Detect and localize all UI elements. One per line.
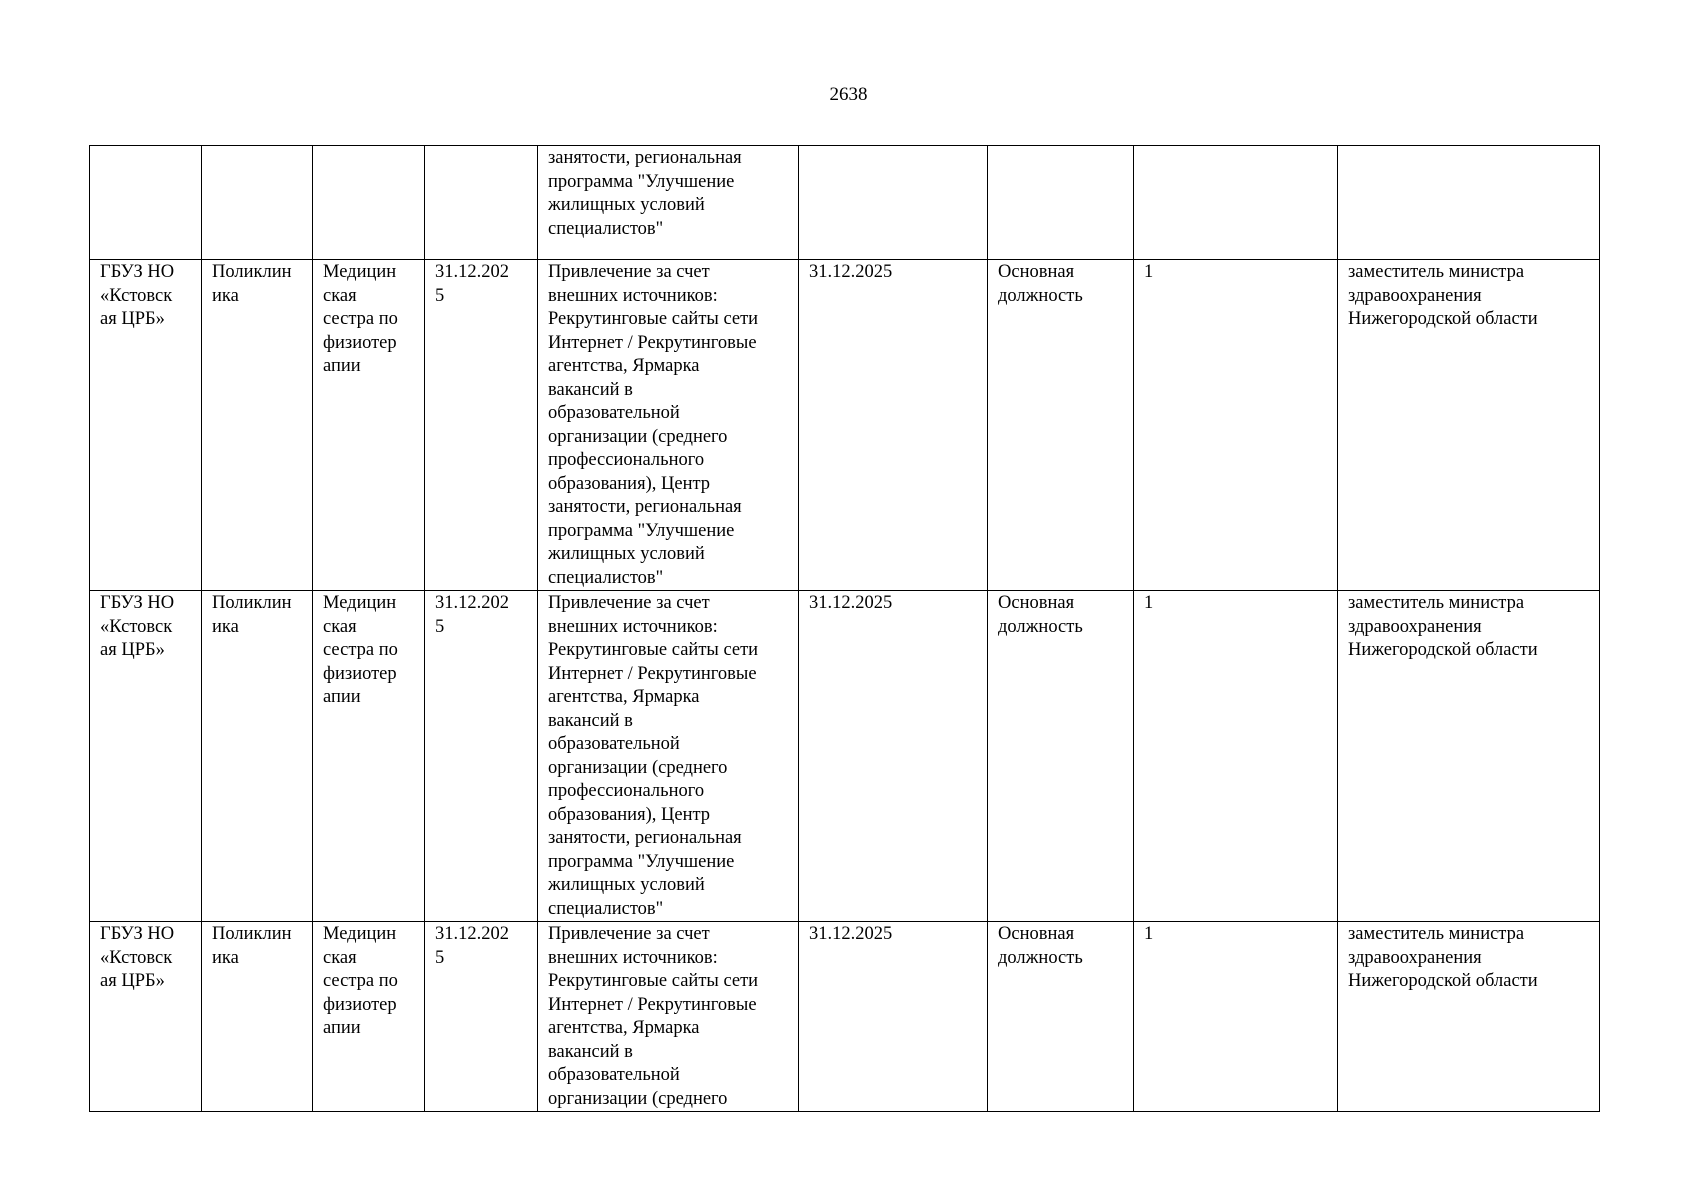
cell-position: Медицин ская сестра по физиотер апии — [313, 260, 425, 591]
cell-count: 1 — [1134, 260, 1338, 591]
cell-position: Медицин ская сестра по физиотер апии — [313, 922, 425, 1112]
table-row — [90, 922, 1600, 1112]
cell-method: Привлечение за счет внешних источников: Рекрутинговые сайты сети Интернет / Рекрутинговые агентства, Ярмарка вакансий в образовательной организации (среднего профессионального образования), Центр занятости, региональная программа "Улучшение жилищных условий специалистов" — [538, 591, 799, 922]
page-number: 2638 — [829, 84, 868, 105]
cell-organization: ГБУЗ НО «Кстовск ая ЦРБ» — [90, 260, 202, 591]
cell-organization — [90, 146, 202, 260]
cell-method: занятости, региональная программа "Улучшение жилищных условий специалистов" — [538, 146, 799, 260]
cell-responsible: заместитель министра здравоохранения Нижегородской области — [1338, 922, 1600, 1112]
cell-unit: Поликлин ика — [202, 922, 313, 1112]
cell-method: Привлечение за счет внешних источников: Рекрутинговые сайты сети Интернет / Рекрутинговые агентства, Ярмарка вакансий в образовательной организации (среднего профессионального образования), Центр занятости, региональная программа "Улучшение жилищных условий специалистов" — [538, 260, 799, 591]
cell-position — [313, 146, 425, 260]
table-body — [90, 146, 1600, 1112]
cell-count — [1134, 146, 1338, 260]
cell-position-type: Основная должность — [988, 922, 1134, 1112]
cell-date: 31.12.202 5 — [425, 591, 538, 922]
cell-deadline: 31.12.2025 — [799, 591, 988, 922]
cell-deadline — [799, 146, 988, 260]
cell-count: 1 — [1134, 591, 1338, 922]
cell-date — [425, 146, 538, 260]
table-row — [90, 146, 1600, 260]
cell-organization: ГБУЗ НО «Кстовск ая ЦРБ» — [90, 591, 202, 922]
cell-date: 31.12.202 5 — [425, 922, 538, 1112]
cell-count: 1 — [1134, 922, 1338, 1112]
cell-deadline: 31.12.2025 — [799, 260, 988, 591]
cell-unit — [202, 146, 313, 260]
cell-method: Привлечение за счет внешних источников: Рекрутинговые сайты сети Интернет / Рекрутинговые агентства, Ярмарка вакансий в образовательной организации (среднего — [538, 922, 799, 1112]
cell-position: Медицин ская сестра по физиотер апии — [313, 591, 425, 922]
cell-unit: Поликлин ика — [202, 591, 313, 922]
cell-position-type: Основная должность — [988, 260, 1134, 591]
cell-organization: ГБУЗ НО «Кстовск ая ЦРБ» — [90, 922, 202, 1112]
cell-position-type — [988, 146, 1134, 260]
cell-position-type: Основная должность — [988, 591, 1134, 922]
cell-date: 31.12.202 5 — [425, 260, 538, 591]
cell-deadline: 31.12.2025 — [799, 922, 988, 1112]
cell-unit: Поликлин ика — [202, 260, 313, 591]
cell-responsible — [1338, 146, 1600, 260]
document-table — [89, 145, 1600, 1112]
table-row — [90, 260, 1600, 591]
cell-responsible: заместитель министра здравоохранения Нижегородской области — [1338, 591, 1600, 922]
cell-responsible: заместитель министра здравоохранения Нижегородской области — [1338, 260, 1600, 591]
table-row — [90, 591, 1600, 922]
